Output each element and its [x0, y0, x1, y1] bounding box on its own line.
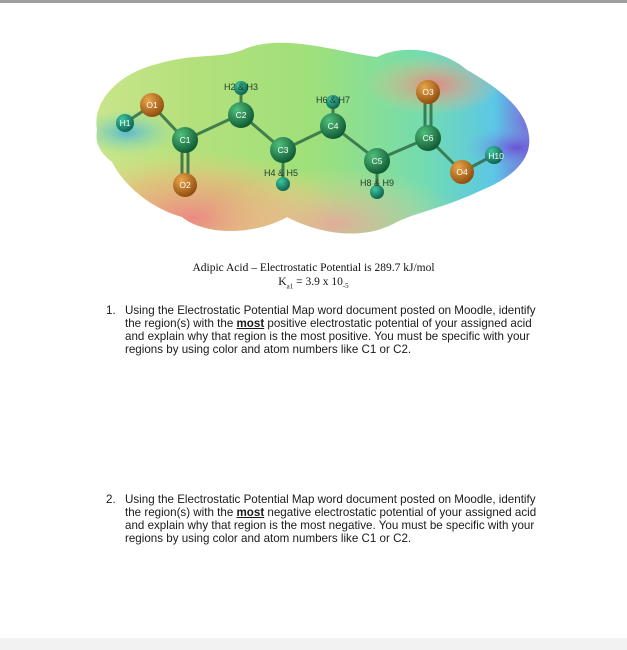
atom-c3 [270, 137, 296, 163]
atom-o2 [173, 173, 197, 197]
atom-h4-h5-label: H4 & H5 [263, 168, 299, 178]
atom-o4 [450, 160, 474, 184]
atom-h8-h9-label: H8 & H9 [359, 178, 395, 188]
ka-exponent: -5 [342, 282, 349, 290]
atom-h1 [116, 114, 134, 132]
atom-o4-label: O4 [456, 167, 468, 177]
atom-h6-h7-label: H6 & H7 [315, 95, 351, 105]
atom-c5 [364, 148, 390, 174]
atom-o1-label: O1 [146, 100, 158, 110]
atom-o1 [140, 93, 164, 117]
atom-o2-label: O2 [179, 180, 191, 190]
question-1-number: 1. [106, 304, 116, 317]
atom-c2 [228, 102, 254, 128]
ka-value: = 3.9 x 10 [293, 276, 343, 288]
potential-surface [96, 43, 529, 234]
atom-c4 [320, 113, 346, 139]
atom-o3 [416, 80, 440, 104]
atom-c4-label: C4 [327, 121, 339, 131]
electrostatic-potential-map [87, 12, 537, 252]
ka-subscript: a1 [286, 282, 294, 291]
question-1 [106, 304, 546, 356]
question-1-text-start: Using the Electrostatic Potential Map word document posted on Moodle, identify the region(s) with the [125, 304, 536, 330]
question-2-text [125, 493, 546, 545]
question-2-number: 2. [106, 493, 116, 506]
atom-c2-label: C2 [235, 110, 247, 120]
atom-c6 [415, 125, 441, 151]
question-1-emphasis: most [236, 317, 265, 330]
atom-o3-label: O3 [422, 87, 434, 97]
question-2 [106, 493, 546, 545]
page-bottom-band [0, 638, 627, 650]
atom-c3-label: C3 [277, 145, 289, 155]
atom-c1 [172, 127, 198, 153]
figure-caption [0, 262, 627, 274]
question-1-text [125, 304, 546, 356]
atom-c1-label: C1 [179, 135, 191, 145]
atom-c6-label: C6 [422, 133, 434, 143]
ka-symbol: K [278, 276, 287, 288]
top-border [0, 0, 627, 3]
question-2-text-end: negative electrostatic potential of your assigned acid and explain why that region is the most negative. You must be specific with your regions by using color and atom numbers like C1 or C2. [125, 506, 537, 545]
atom-h2-h3-label: H2 & H3 [223, 82, 259, 92]
atom-h1-label: H1 [119, 118, 131, 128]
ka-caption [0, 276, 627, 290]
atom-c5-label: C5 [371, 156, 383, 166]
caption-energy: Adipic Acid – Electrostatic Potential is 289.7 kJ/mol [192, 262, 435, 274]
question-2-emphasis: most [236, 506, 265, 519]
question-1-text-end: positive electrostatic potential of your assigned acid and explain why that region is the most positive. You must be specific with your regions by using color and atom numbers like C1 or C2. [125, 317, 532, 356]
atom-h10-label: H10 [488, 151, 504, 161]
question-2-text-start: Using the Electrostatic Potential Map word document posted on Moodle, identify the region(s) with the [125, 493, 536, 519]
